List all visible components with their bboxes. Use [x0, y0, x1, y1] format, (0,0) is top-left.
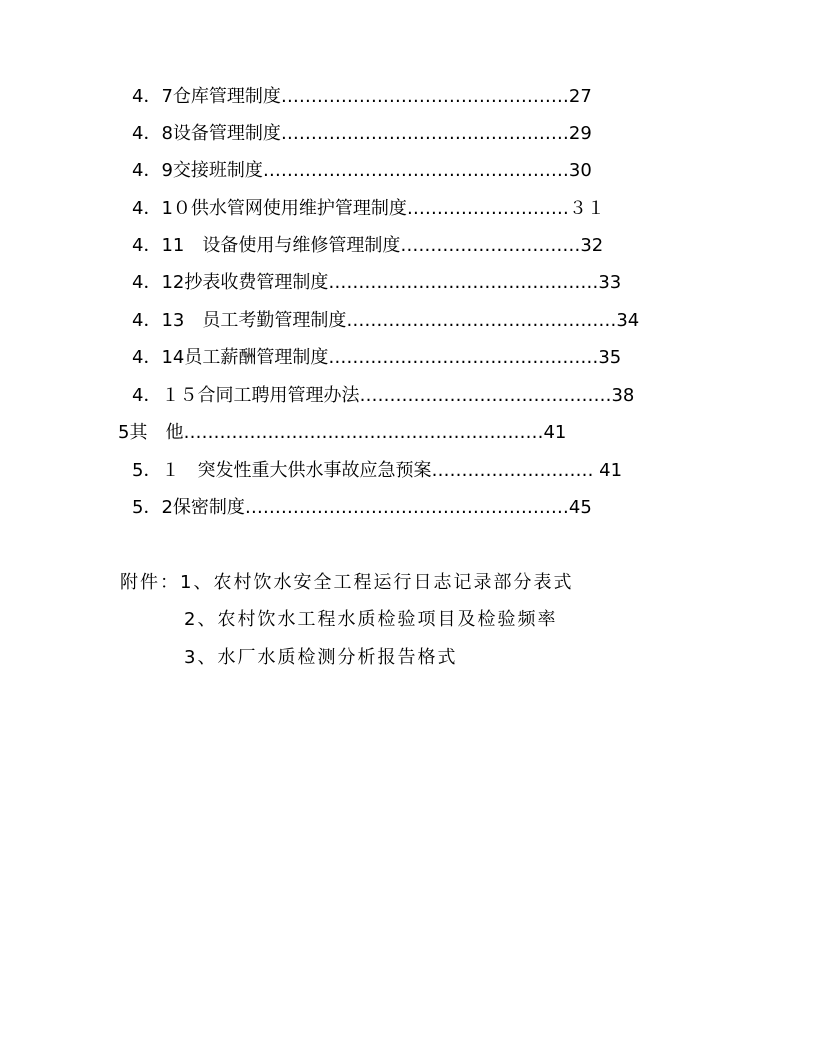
toc-entry-4-7: 4．7仓库管理制度…………………………………………27: [132, 86, 592, 107]
toc-entry-5-1: 5．１ 突发性重大供水事故应急预案……………………… 41: [132, 460, 623, 481]
toc-entry-4-15: 4．１５合同工聘用管理办法……………………………………38: [132, 385, 635, 406]
appendix-line-3: 3、水厂水质检测分析报告格式: [184, 647, 458, 668]
toc-entry-4-10: 4．1０供水管网使用维护管理制度………………………３１: [132, 198, 605, 219]
appendix-line-2: 2、农村饮水工程水质检验项目及检验频率: [184, 609, 558, 630]
toc-entry-4-8: 4．8设备管理制度…………………………………………29: [132, 123, 592, 144]
toc-entry-4-11: 4．11 设备使用与维修管理制度…………………………32: [132, 235, 604, 256]
toc-entry-5: 5其 他……………………………………………………41: [118, 422, 567, 443]
toc-entry-4-14: 4．14员工薪酬管理制度………………………………………35: [132, 347, 622, 368]
toc-entry-4-9: 4．9交接班制度……………………………………………30: [132, 160, 592, 181]
appendix-line-1: 附件：1、农村饮水安全工程运行日志记录部分表式: [120, 572, 574, 593]
toc-entry-5-2: 5．2保密制度………………………………………………45: [132, 497, 592, 518]
toc-entry-4-13: 4．13 员工考勤管理制度………………………………………34: [132, 310, 640, 331]
toc-entry-4-12: 4．12抄表收费管理制度………………………………………33: [132, 272, 622, 293]
